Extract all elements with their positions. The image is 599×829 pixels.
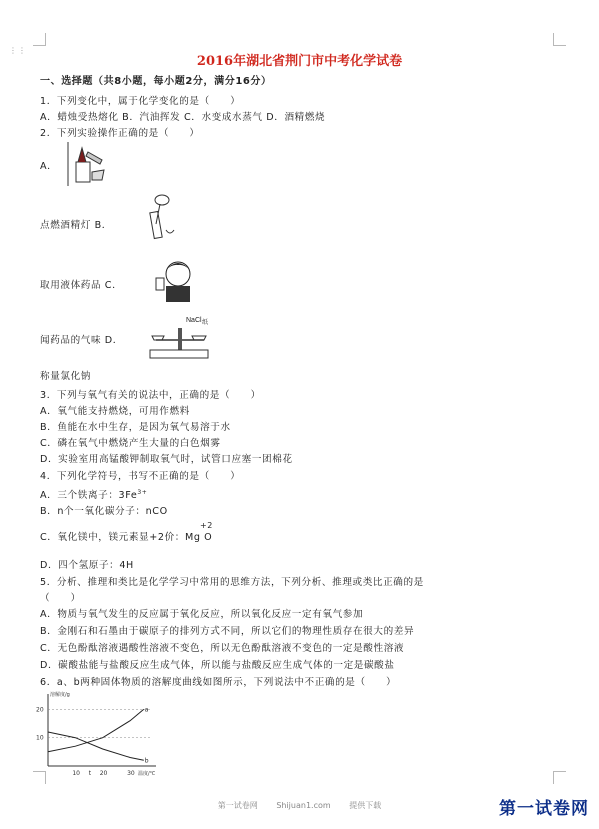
q4-option-b: B．n个一氧化碳分子：nCO <box>40 506 168 517</box>
balance-scale-image <box>148 310 210 366</box>
dropper-tube-image <box>140 190 188 248</box>
q2-option-d-text: 闻药品的气味 D． <box>40 335 123 346</box>
page-title: 2016年湖北省荆门市中考化学试卷 <box>196 54 403 69</box>
q4-option-a <box>40 486 147 502</box>
q4-option-c <box>40 531 212 544</box>
x-tick-label: t <box>88 770 92 777</box>
x-tick-label: 20 <box>99 770 108 777</box>
q6-stem: 6．a、b两种固体物质的溶解度曲线如图所示，下列说法中不正确的是（ ） <box>40 677 397 688</box>
q4-option-a-text: A．三个铁离子：3Fe <box>40 490 138 502</box>
q4-option-c-valence: +2 <box>200 521 213 530</box>
q5-stem-2: （ ） <box>40 593 81 604</box>
series-line-a <box>48 709 144 752</box>
q1-stem: 1．下列变化中，属于化学变化的是（ ） <box>40 96 241 107</box>
footer-download-text: 提供下载 <box>349 801 382 810</box>
q1-options: A．蜡烛受热熔化 B．汽油挥发 C．水变成水蒸气 D．酒精燃烧 <box>40 112 326 123</box>
margin-corner-top-left <box>33 33 46 46</box>
q3-option-a: A．氧气能支持燃烧，可用作燃料 <box>40 406 190 417</box>
q4-option-d: D．四个氢原子：4H <box>40 560 134 571</box>
q4-option-a-charge: 3+ <box>137 489 148 496</box>
q5-option-b: B．金刚石和石墨由于碳原子的排列方式不同，所以它们的物理性质存在很大的差异 <box>40 626 415 637</box>
smelling-boy-image <box>150 256 200 306</box>
q5-option-c: C．无色酚酞溶液遇酸性溶液不变色，所以无色酚酞溶液不变色的一定是酸性溶液 <box>40 643 405 654</box>
q5-stem: 5．分析、推理和类比是化学学习中常用的思维方法，下列分析、推理或类比正确的是 <box>40 577 424 588</box>
q4-option-c-text: C．氧化镁中，镁元素显+2价： <box>40 532 185 543</box>
alcohol-lamp-image <box>62 140 110 190</box>
series-label-b: b <box>144 757 149 765</box>
q5-option-a: A．物质与氧气发生的反应属于氧化反应，所以氧化反应一定有氧气参加 <box>40 609 364 620</box>
q4-stem: 4．下列化学符号，书写不正确的是（ ） <box>40 471 241 482</box>
y-tick-label: 20 <box>36 706 44 714</box>
q3-stem: 3．下列与氧气有关的说法中，正确的是（ ） <box>40 390 261 401</box>
q3-option-c: C．磷在氧气中燃烧产生大量的白色烟雾 <box>40 438 221 449</box>
series-line-b <box>48 732 144 760</box>
q3-option-b: B．鱼能在水中生存，是因为氧气易溶于水 <box>40 422 231 433</box>
x-tick-label: 30 <box>127 770 135 777</box>
q4-option-c-formula: Mg O <box>184 532 213 543</box>
x-axis-label: 温度/℃ <box>138 771 156 777</box>
series-label-a: a <box>144 706 149 714</box>
brand-logo: 第一试卷网 <box>499 799 589 819</box>
balance-label: NaCl <box>186 317 202 324</box>
q2-stem: 2．下列实验操作正确的是（ ） <box>40 128 200 139</box>
solubility-chart <box>32 690 160 778</box>
q2-tail: 称量氯化钠 <box>40 371 91 382</box>
q2-option-c-text: 取用液体药品 C． <box>40 280 123 291</box>
q5-option-d: D．碳酸盐能与盐酸反应生成气体，所以能与盐酸反应生成气体的一定是碳酸盐 <box>40 660 395 671</box>
drag-handle-icon[interactable]: ⋮⋮ <box>9 46 27 55</box>
footer-site-url[interactable]: Shijuan1.com <box>276 801 331 810</box>
section-heading: 一、选择题（共8小题，每小题2分，满分16分） <box>40 76 272 87</box>
y-tick-label: 10 <box>36 734 44 742</box>
q2-option-b-text: 点燃酒精灯 B． <box>40 220 112 231</box>
q2-option-a-label: A． <box>40 161 58 172</box>
y-axis-label: 溶解度/g <box>50 692 70 698</box>
margin-corner-top-right <box>553 33 566 46</box>
balance-tag: 纸 <box>202 319 209 326</box>
x-tick-label: 10 <box>72 770 81 777</box>
margin-corner-bottom-right <box>553 771 566 784</box>
footer-site-name: 第一试卷网 <box>217 801 258 810</box>
q3-option-d: D．实验室用高锰酸钾制取氧气时，试管口应塞一团棉花 <box>40 454 293 465</box>
